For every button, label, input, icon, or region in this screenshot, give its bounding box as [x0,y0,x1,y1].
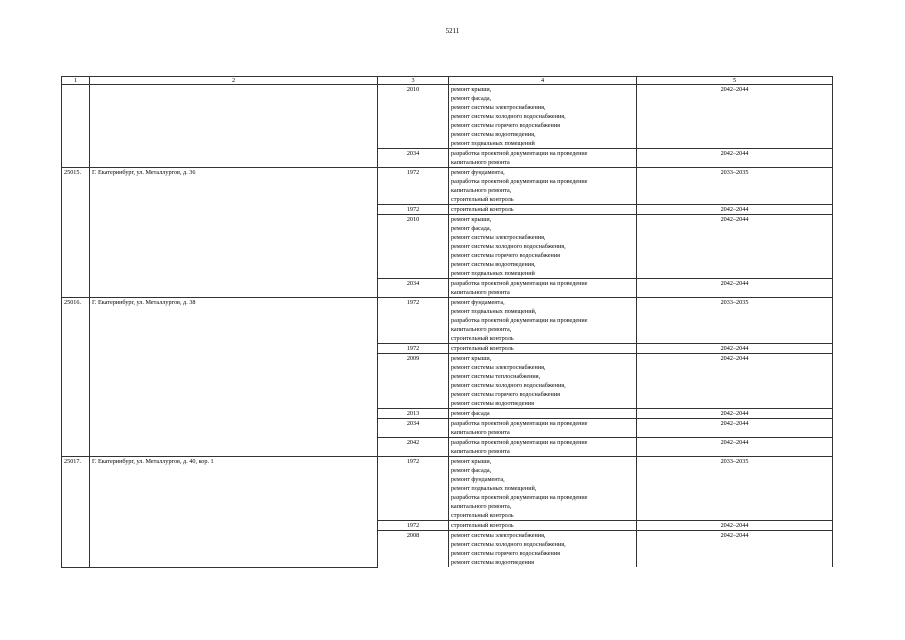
works-cell [449,409,637,419]
works-cell [449,354,637,409]
table-row [62,298,833,344]
record-number: 25015. [62,168,90,298]
work-item: ремонт системы холодного водоснабжения, [451,382,566,389]
works-cell [449,521,637,531]
year-cell: 2034 [378,279,449,298]
column-number: 2 [90,77,378,85]
work-item: ремонт системы электроснабжения, [451,104,546,111]
work-item: капитального ремонта, [451,326,512,333]
work-item: ремонт фундамента, [451,299,505,306]
work-item: ремонт крыши, [451,458,492,465]
planned-period-cell: 2042–2044 [637,149,833,168]
work-item: ремонт системы горячего водоснабжения [451,122,560,129]
year-cell: 2013 [378,409,449,419]
record-number: 25017. [62,457,90,568]
column-number: 4 [449,77,637,85]
year-cell: 1972 [378,521,449,531]
work-item: ремонт системы холодного водоснабжения, [451,541,566,548]
column-number: 1 [62,77,90,85]
works-cell [449,298,637,344]
year-cell: 2008 [378,531,449,568]
works-cell [449,149,637,168]
planned-period-cell: 2042–2044 [637,419,833,438]
work-item: ремонт системы электроснабжения, [451,234,546,241]
building-address: Г. Екатеринбург, ул. Металлургов, д. 36 [90,168,378,298]
works-cell [449,168,637,205]
record-number [62,85,90,168]
works-cell [449,279,637,298]
planned-period-cell: 2042–2044 [637,85,833,149]
work-item: разработка проектной документации на проведение [451,317,588,324]
works-cell [449,531,637,568]
work-item: строительный контроль [451,196,514,203]
work-item: разработка проектной документации на проведение [451,178,588,185]
work-item: строительный контроль [451,522,514,529]
building-address: Г. Екатеринбург, ул. Металлургов, д. 38 [90,298,378,457]
work-item: разработка проектной документации на проведение [451,280,588,287]
work-item: капитального ремонта [451,289,510,296]
works-cell [449,85,637,149]
work-item: ремонт фасада, [451,95,492,102]
year-cell: 2010 [378,85,449,149]
repair-schedule-table [61,76,833,568]
work-item: ремонт системы водоотведения, [451,131,536,138]
planned-period-cell: 2033–2035 [637,298,833,344]
table-body [62,77,833,568]
work-item: строительный контроль [451,206,514,213]
work-item: ремонт крыши, [451,216,492,223]
work-item: ремонт подвальных помещений [451,270,535,277]
work-item: ремонт подвальных помещений, [451,308,537,315]
planned-period-cell: 2042–2044 [637,215,833,279]
year-cell: 1972 [378,168,449,205]
work-item: ремонт системы электроснабжения, [451,532,546,539]
work-item: ремонт фасада, [451,467,492,474]
year-cell: 1972 [378,205,449,215]
work-item: ремонт системы холодного водоснабжения, [451,113,566,120]
year-cell: 2009 [378,354,449,409]
work-item: капитального ремонта [451,448,510,455]
work-item: ремонт фасада, [451,225,492,232]
work-item: ремонт системы горячего водоснабжения [451,252,560,259]
planned-period-cell: 2042–2044 [637,354,833,409]
year-cell: 2034 [378,149,449,168]
work-item: ремонт системы водоотведения [451,559,534,566]
planned-period-cell: 2042–2044 [637,521,833,531]
work-item: ремонт подвальных помещений, [451,485,537,492]
building-address: Г. Екатеринбург, ул. Металлургов, д. 40, кор. 1 [90,457,378,568]
planned-period-cell: 2042–2044 [637,438,833,457]
work-item: ремонт системы теплоснабжения, [451,373,541,380]
work-item: строительный контроль [451,345,514,352]
planned-period-cell: 2042–2044 [637,531,833,568]
work-item: капитального ремонта, [451,503,512,510]
work-item: капитального ремонта [451,429,510,436]
year-cell: 2010 [378,215,449,279]
works-cell [449,457,637,521]
table-row [62,85,833,149]
work-item: строительный контроль [451,335,514,342]
works-cell [449,438,637,457]
year-cell: 1972 [378,457,449,521]
planned-period-cell: 2042–2044 [637,344,833,354]
work-item: ремонт фундамента, [451,169,505,176]
work-item: капитального ремонта, [451,187,512,194]
column-number-row [62,77,833,85]
planned-period-cell: 2033–2035 [637,168,833,205]
column-number: 5 [637,77,833,85]
work-item: капитального ремонта [451,159,510,166]
work-item: ремонт системы водоотведения [451,400,534,407]
planned-period-cell: 2042–2044 [637,279,833,298]
work-item: ремонт подвальных помещений [451,140,535,147]
building-address [90,85,378,168]
work-item: разработка проектной документации на проведение [451,150,588,157]
work-item: ремонт системы электроснабжения, [451,364,546,371]
work-item: ремонт крыши, [451,86,492,93]
works-cell [449,215,637,279]
table-row [62,457,833,521]
works-cell [449,344,637,354]
work-item: ремонт крыши, [451,355,492,362]
planned-period-cell: 2042–2044 [637,205,833,215]
work-item: строительный контроль [451,512,514,519]
works-cell [449,205,637,215]
planned-period-cell: 2033–2035 [637,457,833,521]
work-item: ремонт системы горячего водоснабжения [451,550,560,557]
planned-period-cell: 2042–2044 [637,409,833,419]
year-cell: 1972 [378,298,449,344]
work-item: ремонт фасада [451,410,490,417]
table-row [62,168,833,205]
work-item: ремонт системы холодного водоснабжения, [451,243,566,250]
page-number: 5211 [445,27,460,35]
work-item: разработка проектной документации на проведение [451,420,588,427]
year-cell: 2042 [378,438,449,457]
work-item: разработка проектной документации на проведение [451,439,588,446]
record-number: 25016. [62,298,90,457]
work-item: разработка проектной документации на проведение [451,494,588,501]
works-cell [449,419,637,438]
work-item: ремонт системы водоотведения, [451,261,536,268]
year-cell: 1972 [378,344,449,354]
work-item: ремонт фундамента, [451,476,505,483]
work-item: ремонт системы горячего водоснабжения [451,391,560,398]
column-number: 3 [378,77,449,85]
year-cell: 2034 [378,419,449,438]
